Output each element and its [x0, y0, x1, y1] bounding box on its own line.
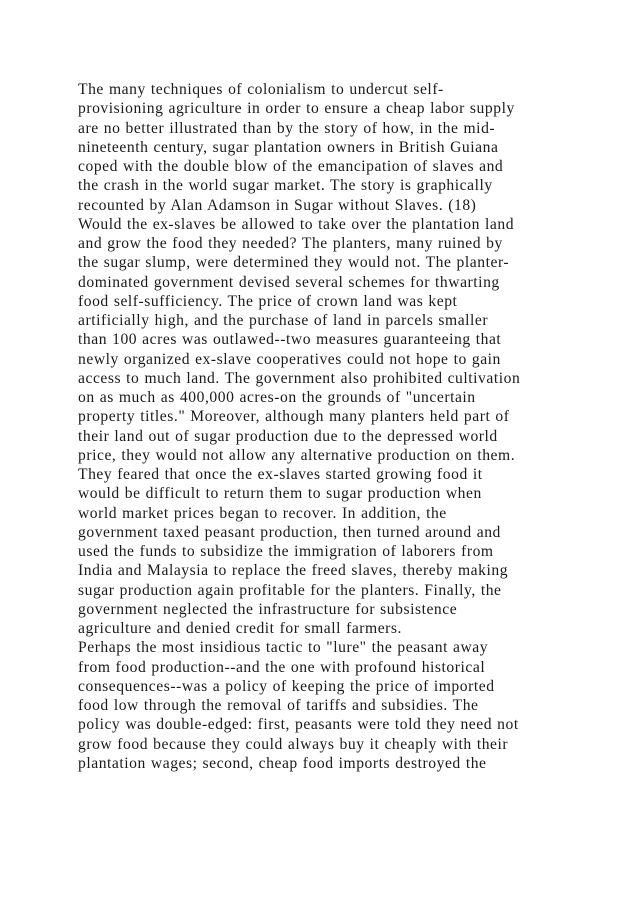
text-line: government taxed peasant production, then turned around and — [78, 523, 501, 541]
text-line: Would the ex-slaves be allowed to take over the plantation land — [78, 215, 515, 233]
text-line: are no better illustrated than by the story of how, in the mid- — [78, 119, 496, 137]
text-line: government neglected the infrastructure for subsistence — [78, 600, 458, 618]
text-line: than 100 acres was outlawed--two measures guaranteeing that — [78, 331, 502, 349]
text-line: coped with the double blow of the emancipation of slaves and — [78, 158, 504, 175]
text-line: plantation wages; second, cheap food imports destroyed the — [78, 754, 487, 772]
text-line: access to much land. The government also prohibited cultivation — [78, 369, 521, 387]
text-line: food low through the removal of tariffs and subsidies. The — [78, 697, 479, 714]
text-line: used the funds to subsidize the immigration of laborers from — [78, 543, 494, 560]
text-line: grow food because they could always buy it cheaply with their — [78, 735, 509, 753]
text-line: nineteenth century, sugar plantation owners in British Guiana — [78, 138, 499, 156]
text-line: the sugar slump, were determined they would not. The planter- — [78, 254, 510, 272]
text-line: Perhaps the most insidious tactic to "lure" the peasant away — [78, 639, 489, 657]
body-text — [78, 80, 638, 773]
text-line: world market prices began to recover. In addition, the — [78, 504, 447, 522]
text-line: policy was double-edged: first, peasants were told they need not — [78, 716, 519, 734]
text-line: food self-sufficiency. The price of crown land was kept — [78, 292, 458, 310]
text-line: dominated government devised several schemes for thwarting — [78, 273, 500, 291]
text-line: agriculture and denied credit for small farmers. — [78, 620, 402, 637]
text-line: recounted by Alan Adamson in Sugar without Slaves. (18) — [78, 196, 477, 214]
text-line: sugar production again profitable for the planters. Finally, the — [78, 581, 502, 599]
text-line: property titles." Moreover, although many planters held part of — [78, 408, 510, 426]
text-line: consequences--was a policy of keeping the price of imported — [78, 677, 495, 695]
text-line: price, they would not allow any alternative production on them. — [78, 446, 516, 464]
text-line: artificially high, and the purchase of land in parcels smaller — [78, 312, 489, 329]
text-line: and grow the food they needed? The planters, many ruined by — [78, 235, 503, 252]
text-line: newly organized ex-slave cooperatives could not hope to gain — [78, 350, 501, 368]
text-line: on as much as 400,000 acres-on the grounds of "uncertain — [78, 389, 476, 406]
text-line: They feared that once the ex-slaves started growing food it — [78, 466, 483, 483]
text-line: from food production--and the one with profound historical — [78, 658, 486, 676]
text-line: the crash in the world sugar market. The story is graphically — [78, 177, 493, 195]
text-line: provisioning agriculture in order to ensure a cheap labor supply — [78, 100, 515, 118]
text-line: India and Malaysia to replace the freed slaves, thereby making — [78, 562, 509, 580]
text-line: would be difficult to return them to sugar production when — [78, 485, 482, 503]
text-line: their land out of sugar production due to the depressed world — [78, 427, 498, 445]
text-line: The many techniques of colonialism to undercut self- — [78, 81, 444, 98]
